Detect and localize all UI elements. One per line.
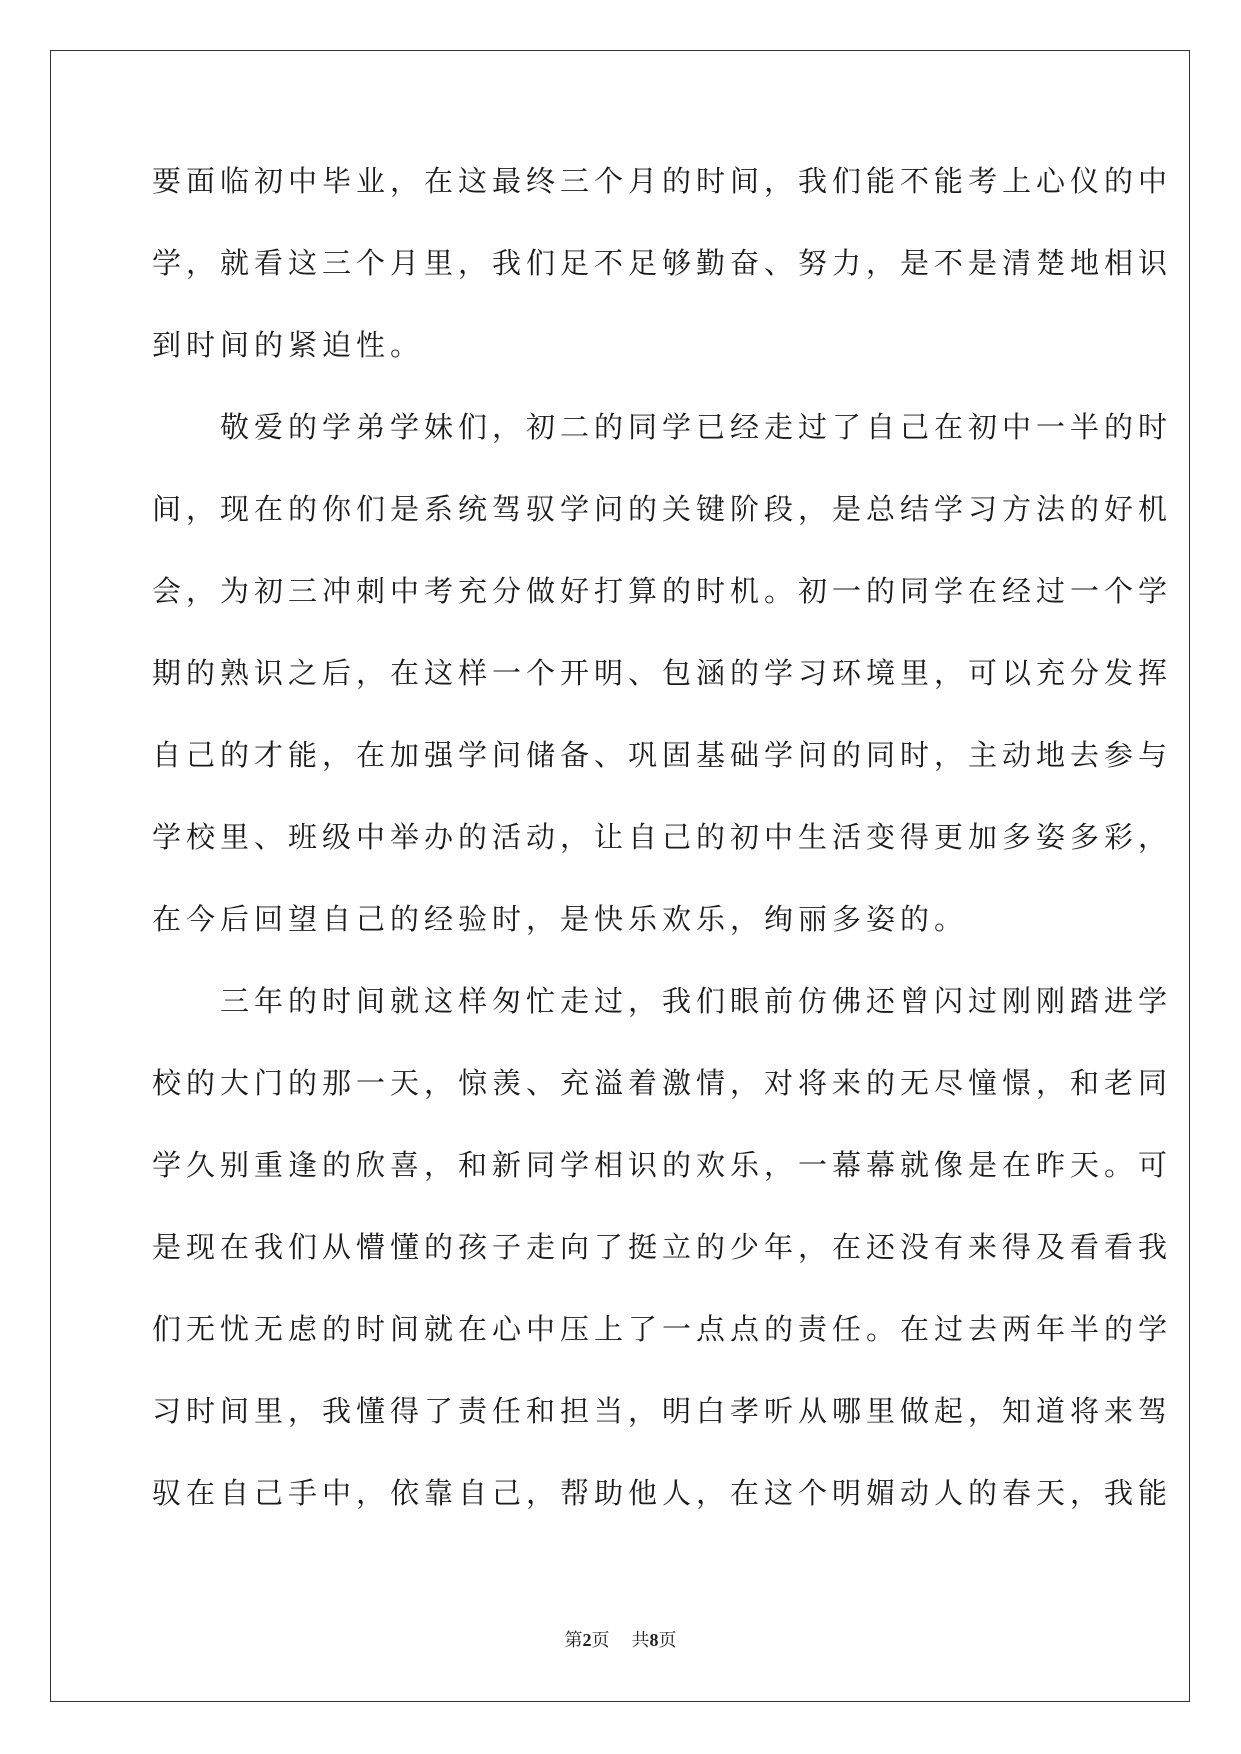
text-line: 要面临初中毕业，在这最终三个月的时间，我们能不能考上心仪的中: [152, 164, 1173, 198]
text-line: 学，就看这三个月里，我们足不足够勤奋、努力，是不是清楚地相识: [152, 246, 1173, 280]
page-prefix: 第: [564, 1630, 583, 1651]
text-line: 自己的才能，在加强学问储备、巩固基础学问的同时，主动地去参与: [152, 738, 1173, 772]
text-line: 在今后回望自己的经验时，是快乐欢乐，绚丽多姿的。: [152, 902, 969, 936]
total-pages: 8: [649, 1630, 659, 1650]
text-line: 学久别重逢的欣喜，和新同学相识的欢乐，一幕幕就像是在昨天。可: [152, 1148, 1173, 1182]
text-line: 是现在我们从懵懂的孩子走向了挺立的少年，在还没有来得及看看我: [152, 1230, 1173, 1264]
text-line: 到时间的紧迫性。: [152, 328, 425, 362]
page-number: 2: [582, 1630, 592, 1650]
text-line: 们无忧无虑的时间就在心中压上了一点点的责任。在过去两年半的学: [152, 1312, 1173, 1346]
text-line: 会，为初三冲刺中考充分做好打算的时机。初一的同学在经过一个学: [152, 574, 1173, 608]
text-line: 习时间里，我懂得了责任和担当，明白孝听从哪里做起，知道将来驾: [152, 1394, 1173, 1428]
text-line: 三年的时间就这样匆忙走过，我们眼前仿佛还曾闪过刚刚踏进学: [152, 984, 1173, 1018]
document-body: [152, 160, 1173, 1554]
text-line: 间，现在的你们是系统驾驭学问的关键阶段，是总结学习方法的好机: [152, 492, 1173, 526]
total-suffix: 页: [658, 1630, 677, 1651]
text-line: 校的大门的那一天，惊羡、充溢着激情，对将来的无尽憧憬，和老同: [152, 1066, 1173, 1100]
text-line: 驭在自己手中，依靠自己，帮助他人，在这个明媚动人的春天，我能: [152, 1476, 1173, 1510]
text-line: 敬爱的学弟学妹们，初二的同学已经走过了自己在初中一半的时: [152, 410, 1173, 444]
total-prefix: 共: [631, 1630, 650, 1651]
text-line: 学校里、班级中举办的活动，让自己的初中生活变得更加多姿多彩，: [152, 820, 1173, 854]
page-suffix: 页: [591, 1630, 610, 1651]
text-line: 期的熟识之后，在这样一个开明、包涵的学习环境里，可以充分发挥: [152, 656, 1173, 690]
page-footer: [0, 1626, 1241, 1652]
